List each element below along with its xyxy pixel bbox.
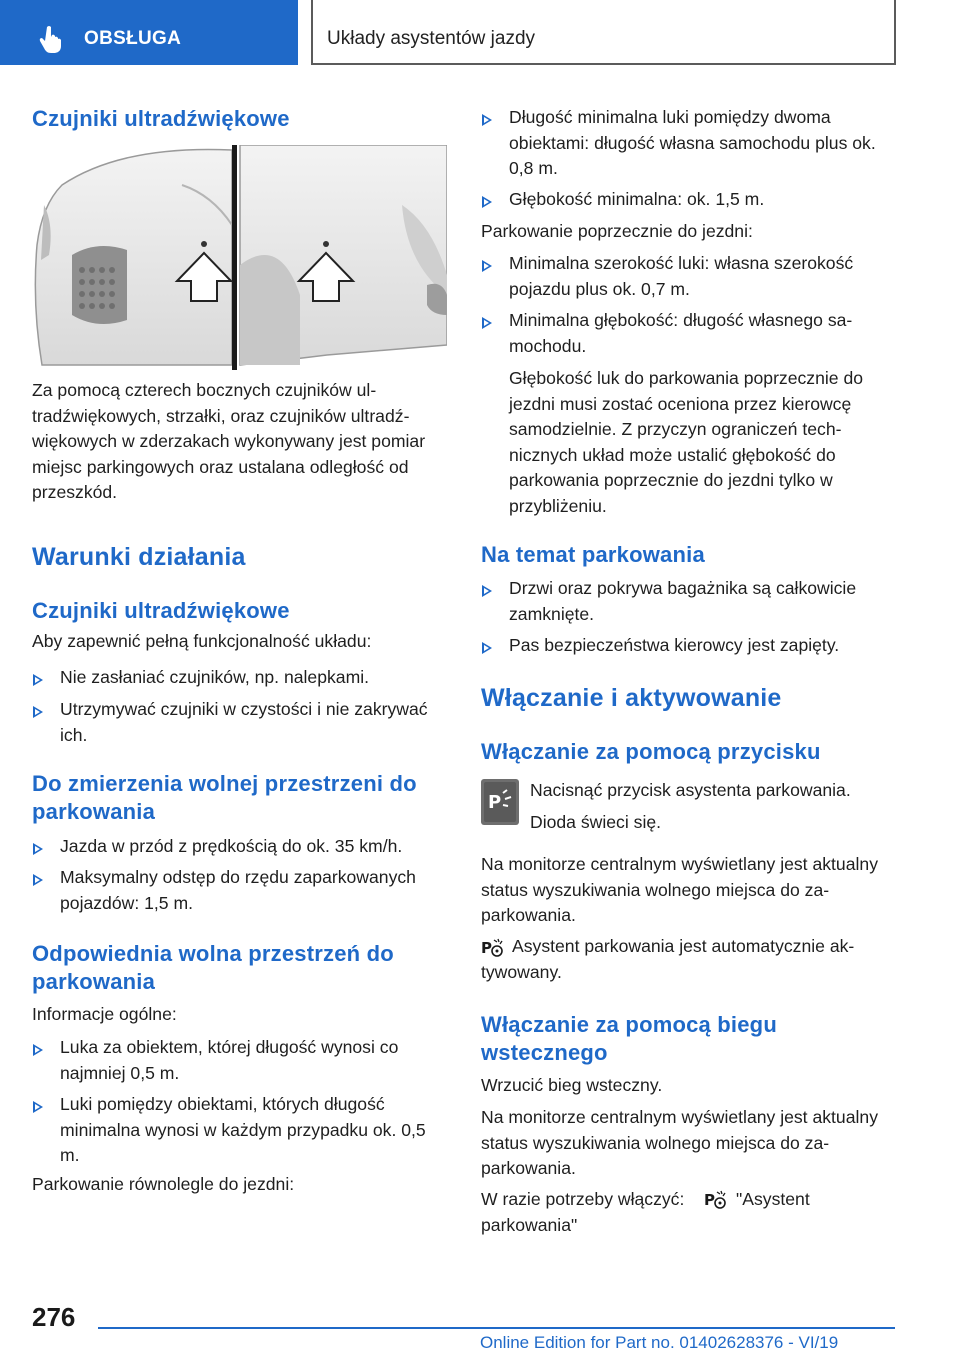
list-item: Luka za obiektem, której długość wynosi co najmniej 0,5 m. xyxy=(32,1035,447,1086)
list-item: Minimalna szerokość luki: własna szerokość pojazdu plus ok. 0,7 m. xyxy=(481,251,896,302)
heading-sensors: Czujniki ultradźwiękowe xyxy=(32,598,290,623)
heading-reverse: Włączanie za pomocą biegu wstecznego xyxy=(481,1012,777,1065)
sensors-intro: Aby zapewnić pełną funkcjonalność układu: xyxy=(32,631,372,651)
chapter-title: Układy asystentów jazdy xyxy=(327,28,536,49)
car-sensor-illustration xyxy=(32,145,447,370)
park-assist-button-icon[interactable] xyxy=(481,779,519,825)
heading-enable: Włączanie i aktywowanie xyxy=(481,684,782,712)
heading-measure: Do zmierzenia wolnej przestrzeni do parkowania xyxy=(32,771,417,824)
list-item: Maksymalny odstęp do rzędu zaparkowanych pojazdów: 1,5 m. xyxy=(32,865,447,916)
monitor-text-2: Na monitorze centralnym wyświetlany jest aktualny status wyszukiwania wolnego miejsca do zaparkowania. xyxy=(481,1107,878,1178)
svg-text:P: P xyxy=(704,1191,715,1209)
heading-button: Włączanie za pomocą przycisku xyxy=(481,739,821,764)
list-item: Drzwi oraz pokrywa bagażnika są całkowicie zamknięte. xyxy=(481,576,896,627)
list-item: Jazda w przód z prędkością do ok. 35 km/h. xyxy=(32,834,447,860)
auto-activation-text: Asystent parkowania jest automatycznie aktywowany. xyxy=(481,936,855,982)
list-item: Głębokość minimalna: ok. 1,5 m. xyxy=(481,187,896,213)
perpendicular-label: Parkowanie poprzecznie do jezdni: xyxy=(481,221,753,241)
list-item: Luki pomiędzy obiektami, których długość minimalna wynosi w każdym przypadku ok. 0,5 m. xyxy=(32,1092,447,1169)
monitor-text-1: Na monitorze centralnym wyświetlany jest aktualny status wyszukiwania wolnego miejsca do zaparkowania. xyxy=(481,854,878,925)
footer-divider xyxy=(98,1327,895,1329)
section-label: OBSŁUGA xyxy=(84,28,182,49)
svg-text:P: P xyxy=(488,792,502,813)
button-step-1: Nacisnąć przycisk asystenta parkowania. xyxy=(530,780,851,800)
heading-about-parking: Na temat parkowania xyxy=(481,542,705,567)
parallel-label: Parkowanie równolegle do jezdni: xyxy=(32,1174,295,1194)
list-item: Utrzymywać czujniki w czystości i nie zakrywać ich. xyxy=(32,697,447,748)
list-item: Minimalna głębokość: długość własnego samochodu. xyxy=(481,308,896,359)
list-item: Długość minimalna luki pomiędzy dwoma obiektami: długość własna samochodu plus ok. 0,8 m. xyxy=(481,105,896,182)
page-number: 276 xyxy=(32,1302,76,1332)
reverse-step: Wrzucić bieg wsteczny. xyxy=(481,1075,663,1095)
hand-pointer-icon xyxy=(38,24,68,54)
heading-ultrasonic: Czujniki ultradźwiękowe xyxy=(32,106,290,131)
space-intro: Informacje ogólne: xyxy=(32,1004,177,1024)
intro-paragraph: Za pomocą czterech bocznych czujników ultradźwiękowych, strzałki, oraz czujników ultradźwiękowych w zderzakach wykonywany jest pomiar miejsc parkingowych oraz ustalana odległość od przeszkód. xyxy=(32,380,426,502)
list-item: Nie zasłaniać czujników, np. nalepkami. xyxy=(32,665,447,691)
heading-conditions: Warunki działania xyxy=(32,543,246,571)
chapter-header xyxy=(311,0,896,65)
menu-item-park-assist: "Asystent parkowania" xyxy=(481,1189,810,1235)
svg-text:P: P xyxy=(481,939,492,957)
section-tab[interactable] xyxy=(0,0,298,65)
footer-edition: Online Edition for Part no. 01402628376 - VI/19 xyxy=(480,1333,839,1352)
perpendicular-note: Głębokość luk do parkowania poprzecznie do jezdni musi zostać oceniona przez kierowcę samodzielnie. Z przyczyn ograniczeń technicznych układ może ustalić głębokość do parkowania poprzecznie do jezdni tylko w przybliżeniu. xyxy=(509,368,864,516)
list-item: Pas bezpieczeństwa kierowcy jest zapięty. xyxy=(481,633,896,659)
if-needed-prefix: W razie potrzeby włączyć: xyxy=(481,1189,685,1209)
heading-space: Odpowiednia wolna przestrzeń do parkowania xyxy=(32,941,394,994)
button-step-2: Dioda świeci się. xyxy=(530,812,662,832)
